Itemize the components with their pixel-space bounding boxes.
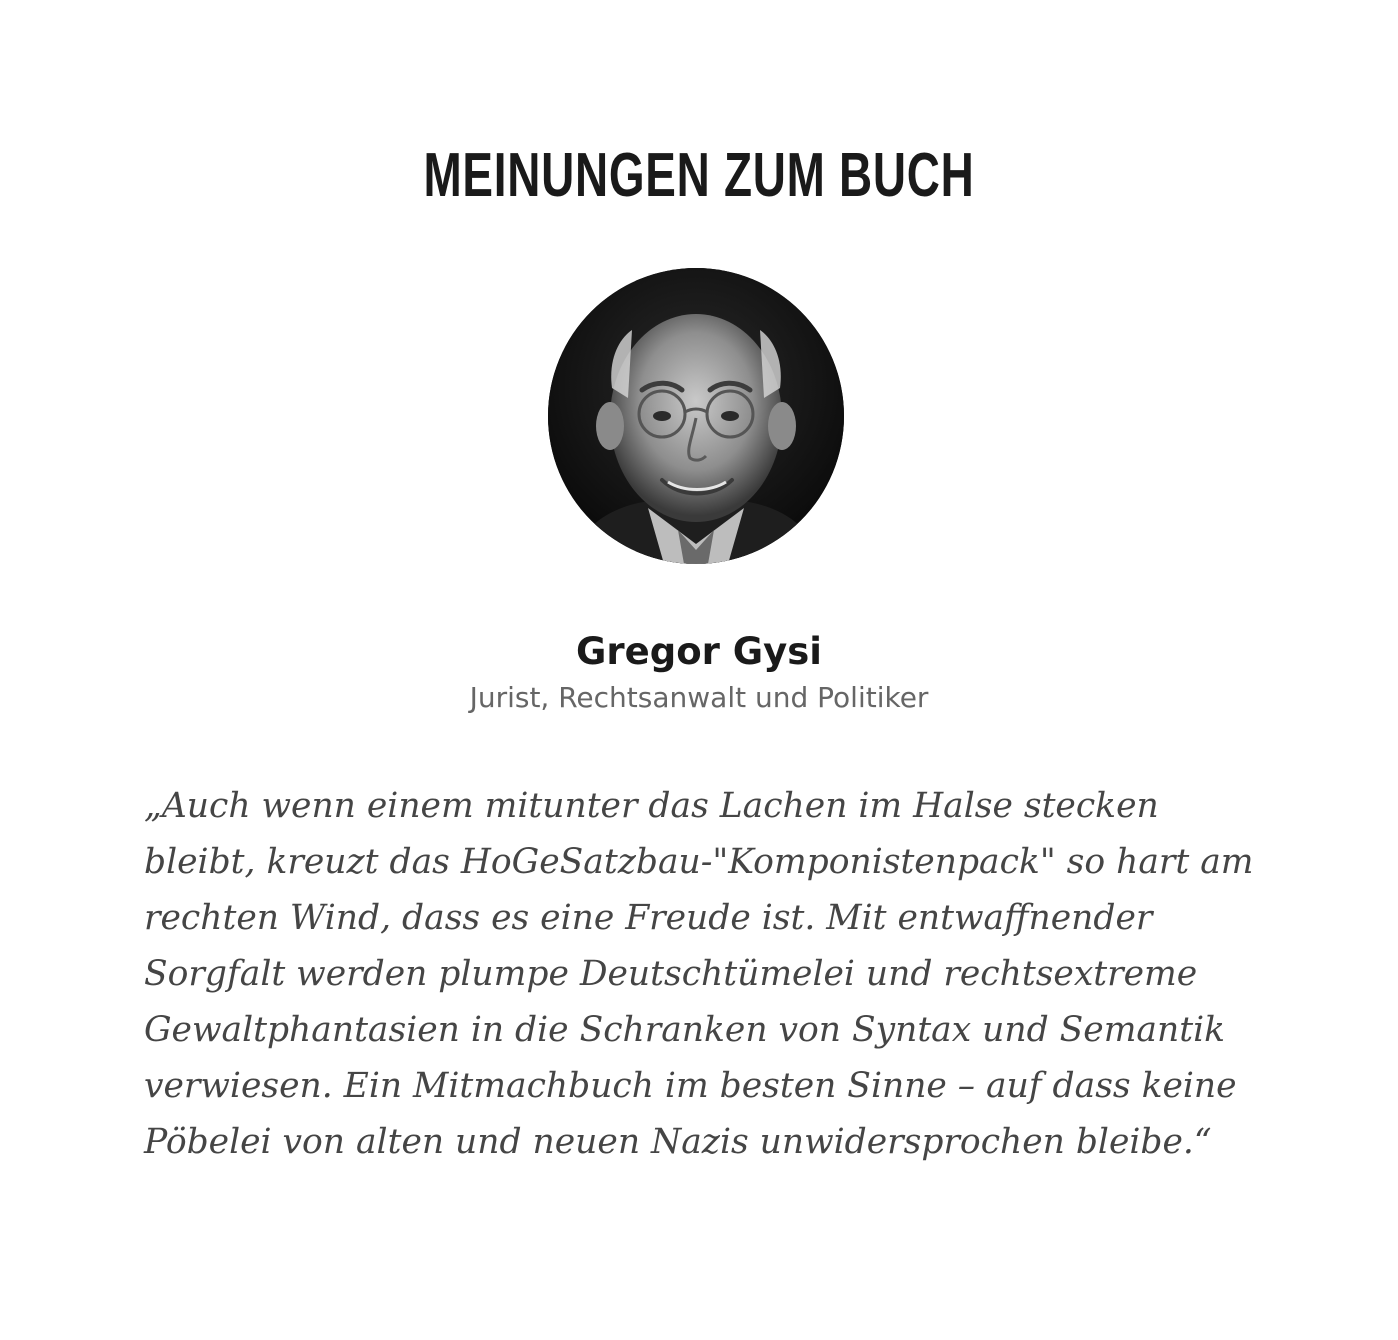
author-name: Gregor Gysi <box>576 630 822 673</box>
author-photo <box>548 268 844 564</box>
author-role: Jurist, Rechtsanwalt und Politiker <box>469 681 929 714</box>
testimonial-quote: „Auch wenn einem mitunter das Lachen im Halse stecken bleibt, kreuzt das HoGeSatzbau-"Komponistenpack" so hart am rechten Wind, dass es eine Freude ist. Mit entwaffnender Sorgfalt werden plumpe Deutschtümelei und rechtsextreme Gewaltphantasien in die Schranken von Syntax und Semantik verwiesen. Ein Mitmachbuch im besten Sinne – auf dass keine Pöbelei von alten und neuen Nazis unwidersprochen bleibe.“ <box>144 786 1254 1162</box>
section-title: MEINUNGEN ZUM BUCH <box>423 141 975 210</box>
author-portrait <box>548 268 844 564</box>
